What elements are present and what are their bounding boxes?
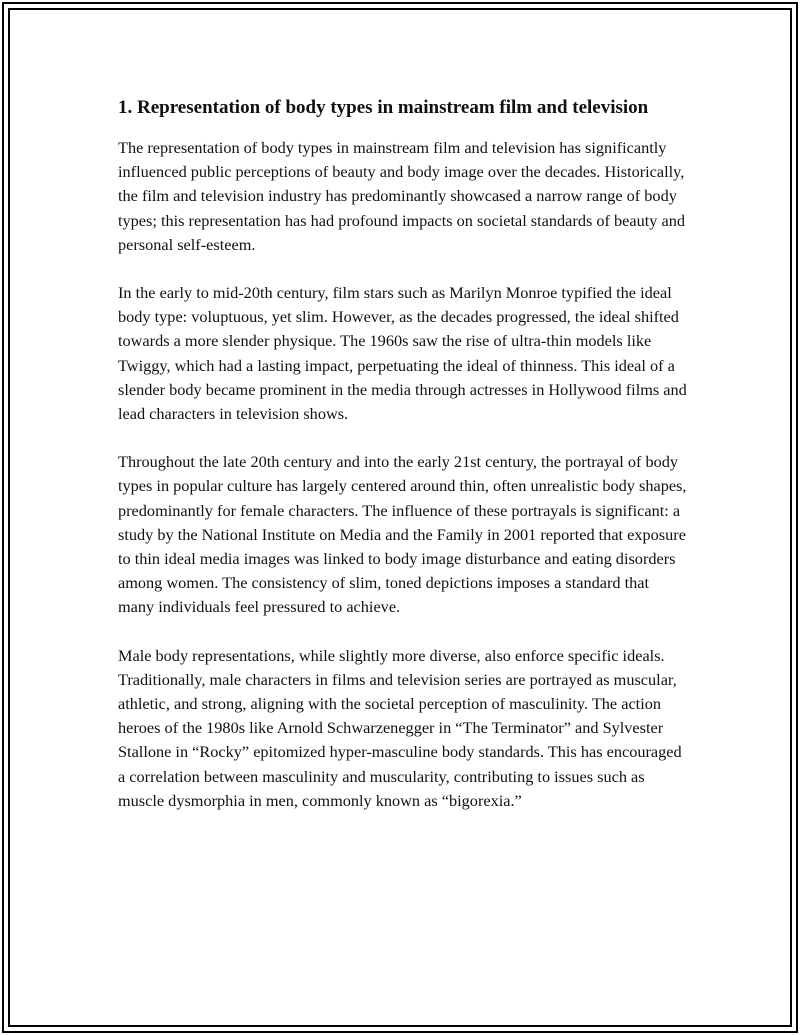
section-heading: 1. Representation of body types in mainstream film and television (118, 97, 649, 118)
paragraph-late-century: Throughout the late 20th century and into the early 21st century, the portrayal of body types in popular culture has largely centered around thin, often unrealistic body shapes, predominantly for female characters. The influence of these portrayals is significant: a study by the National Institute on Media and the Family in 2001 reported that exposure to thin ideal media images was linked to body image disturbance and eating disorders among women. The consistency of slim, toned depictions imposes a standard that many individuals feel pressured to achieve. (118, 452, 687, 617)
paragraph-intro: The representation of body types in mainstream film and television has significantly influenced public perceptions of beauty and body image over the decades. Historically, the film and television industry has predominantly showcased a narrow range of body types; this representation has had profound impacts on societal standards of beauty and personal self-esteem. (118, 138, 685, 254)
document-body (118, 94, 688, 837)
paragraph-early-century: In the early to mid-20th century, film stars such as Marilyn Monroe typified the ideal body type: voluptuous, yet slim. However, as the decades progressed, the ideal shifted towards a more slender physique. The 1960s saw the rise of ultra-thin models like Twiggy, which had a lasting impact, perpetuating the ideal of thinness. This ideal of a slender body became prominent in the media through actresses in Hollywood films and lead characters in television shows. (118, 283, 687, 424)
paragraph-male-bodies: Male body representations, while slightly more diverse, also enforce specific ideals. Traditionally, male characters in films and television series are portrayed as muscular, athletic, and strong, aligning with the societal perception of masculinity. The action heroes of the 1980s like Arnold Schwarzenegger in “The Terminator” and Sylvester Stallone in “Rocky” epitomized hyper-masculine body standards. This has encouraged a correlation between masculinity and muscularity, contributing to issues such as muscle dysmorphia in men, commonly known as “bigorexia.” (118, 645, 682, 810)
